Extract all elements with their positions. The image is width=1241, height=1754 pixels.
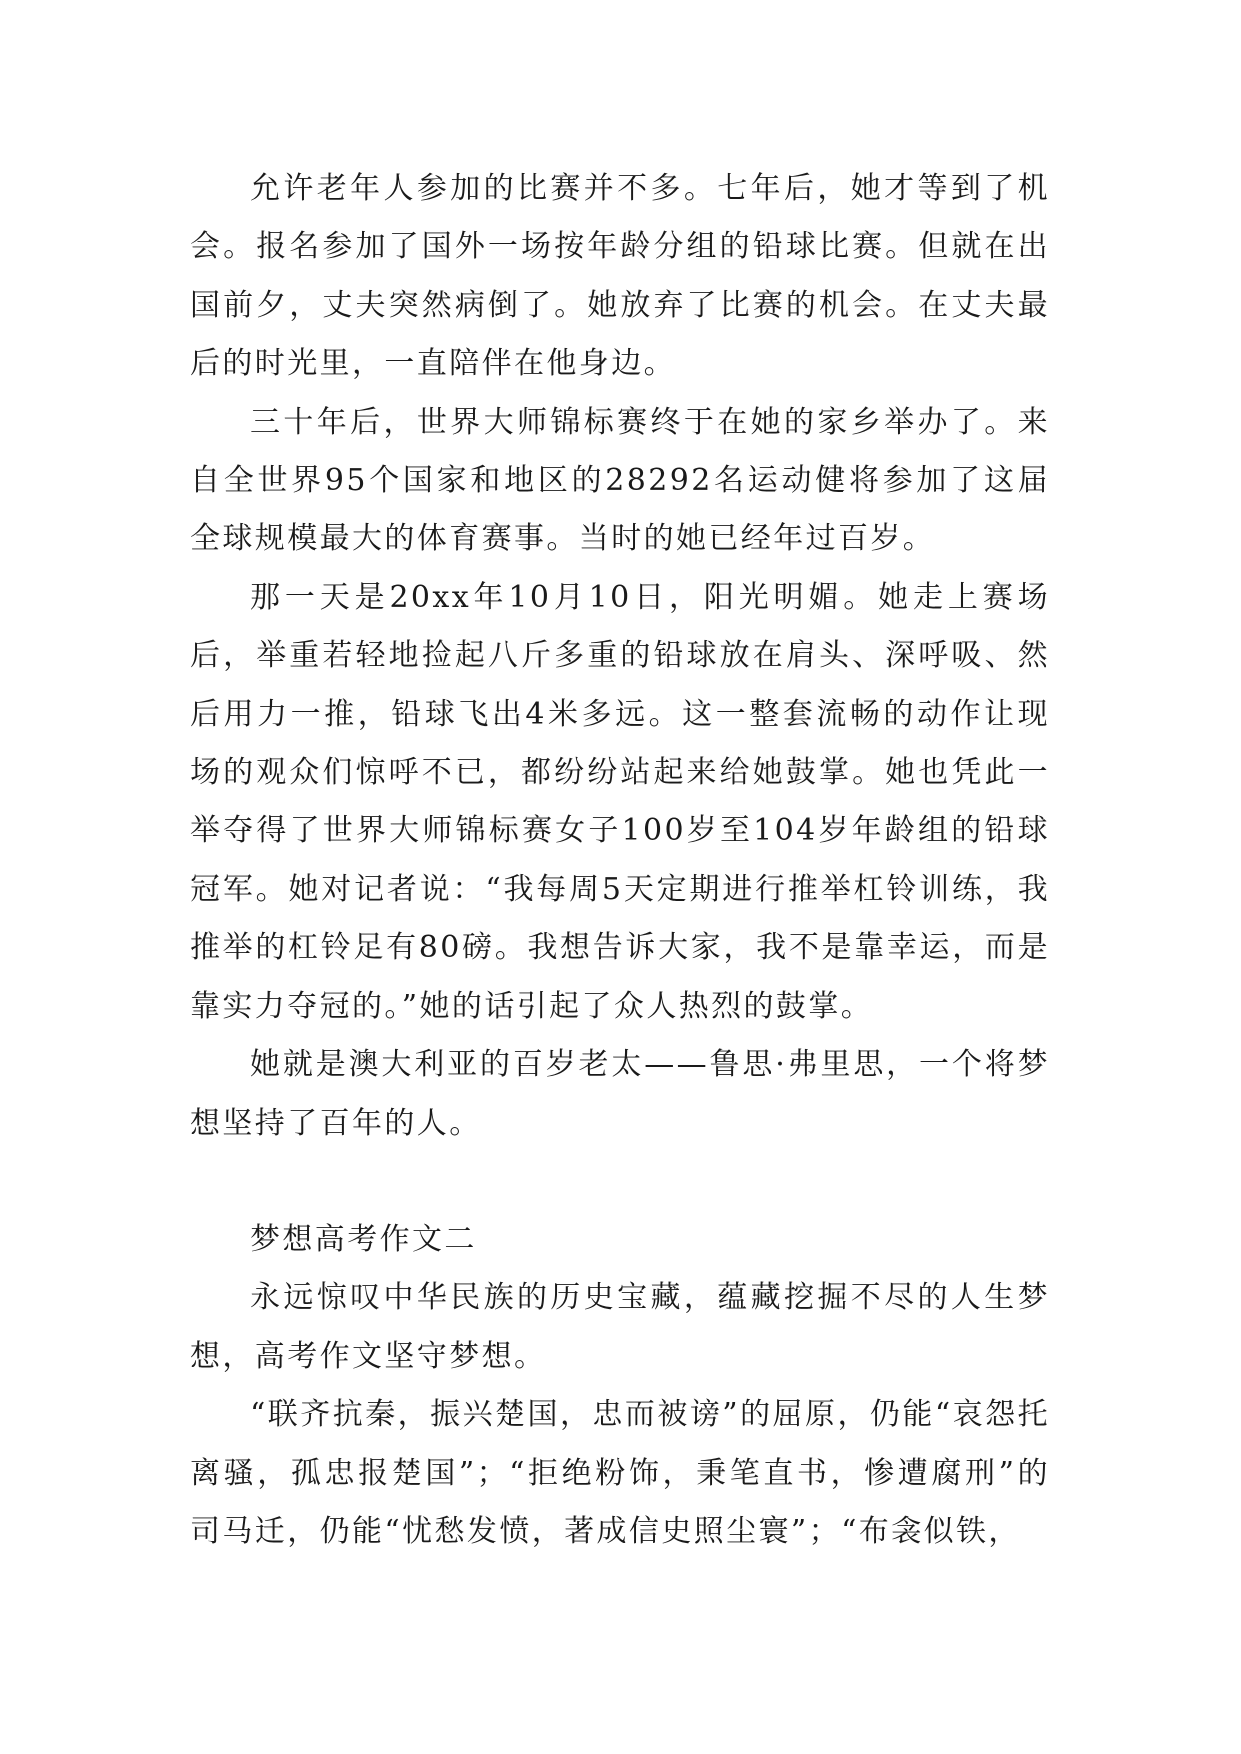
paragraph-history-treasure: 永远惊叹中华民族的历史宝藏，蕴藏挖掘不尽的人生梦想，高考作文坚守梦想。: [190, 1280, 1050, 1374]
paragraph-masters-championship: 三十年后，世界大师锦标赛终于在她的家乡举办了。来自全世界95个国家和地区的28292名运动健将参加了这届全球规模最大的体育赛事。当时的她已经年过百岁。: [190, 404, 1050, 557]
paragraph-shot-put-victory: 那一天是20xx年10月10日，阳光明媚。她走上赛场后，举重若轻地捡起八斤多重的铅球放在肩头、深呼吸、然后用力一推，铅球飞出4米多远。这一整套流畅的动作让现场的观众们惊呼不已，都纷纷站起来给她鼓掌。她也凭此一举夺得了世界大师锦标赛女子100岁至104岁年龄组的铅球冠军。她对记者说：“我每周5天定期进行推举杠铃训练，我推举的杠铃足有80磅。我想告诉大家，我不是靠幸运，而是靠实力夺冠的。”她的话引起了众人热烈的鼓掌。: [190, 579, 1050, 1024]
paragraph-late-opportunity: 允许老年人参加的比赛并不多。七年后，她才等到了机会。报名参加了国外一场按年龄分组的铅球比赛。但就在出国前夕，丈夫突然病倒了。她放弃了比赛的机会。在丈夫最后的时光里，一直陪伴在他身边。: [190, 171, 1050, 382]
document-body: [190, 160, 1050, 1561]
paragraph-historical-figures: “联齐抗秦，振兴楚国，忠而被谤”的屈原，仍能“哀怨托离骚，孤忠报楚国”；“拒绝粉饰，秉笔直书，惨遭腐刑”的司马迁，仍能“忧愁发愤，著成信史照尘寰”；“布衾似铁，: [190, 1397, 1050, 1549]
paragraph-ruth-frith: 她就是澳大利亚的百岁老太——鲁思·弗里思，一个将梦想坚持了百年的人。: [190, 1047, 1050, 1141]
section-title: 梦想高考作文二: [250, 1221, 477, 1257]
